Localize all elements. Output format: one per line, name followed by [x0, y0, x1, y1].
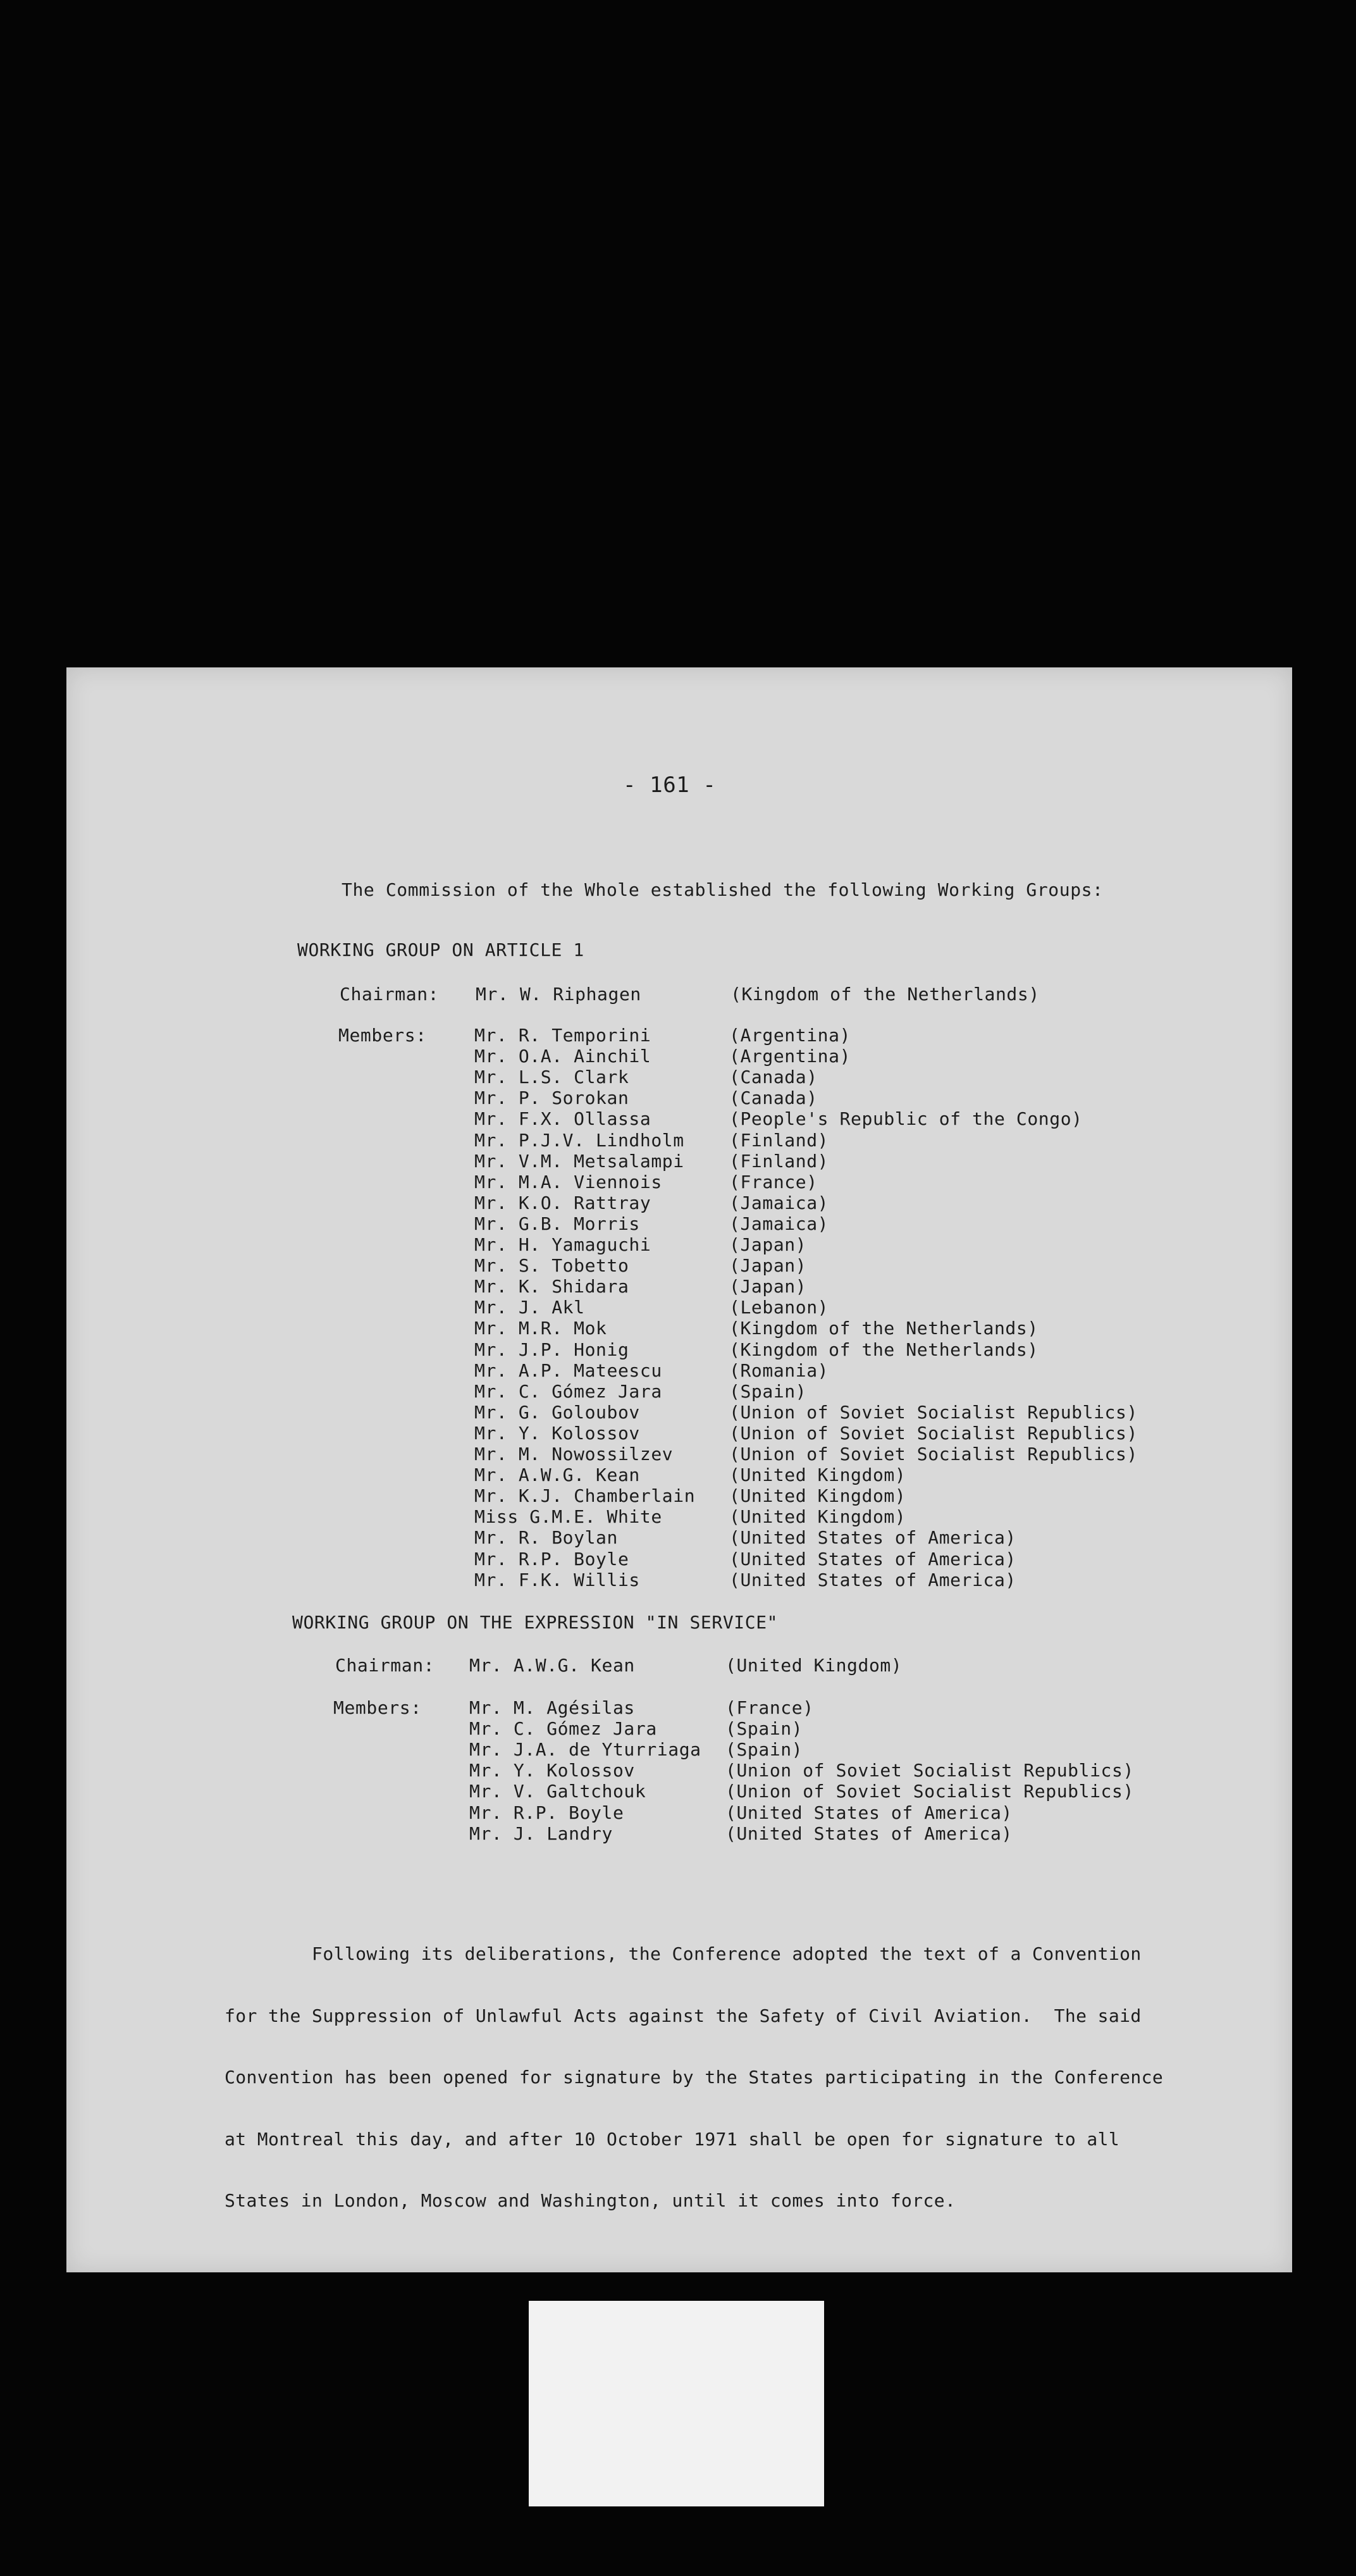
member-country: (United States of America): [729, 1548, 1016, 1570]
member-country: (Kingdom of the Netherlands): [729, 1339, 1039, 1360]
member-name: Mr. J. Akl: [474, 1297, 585, 1318]
member-name: Mr. C. Gómez Jara: [469, 1718, 657, 1740]
member-country: (Lebanon): [729, 1297, 829, 1318]
member-country: (Argentina): [729, 1025, 851, 1046]
member-name: Mr. R. Temporini: [474, 1025, 651, 1046]
member-country: (People's Republic of the Congo): [729, 1108, 1083, 1130]
member-country: (Japan): [729, 1276, 807, 1297]
closing-paragraph: [225, 1903, 1164, 2232]
member-country: (France): [725, 1697, 814, 1718]
member-name: Mr. J. Landry: [469, 1823, 613, 1844]
member-name: Mr. S. Tobetto: [474, 1255, 629, 1277]
member-name: Mr. A.W.G. Kean: [474, 1464, 640, 1486]
member-name: Mr. H. Yamaguchi: [474, 1234, 651, 1255]
member-name: Mr. Y. Kolossov: [474, 1422, 640, 1444]
member-country: (United Kingdom): [729, 1506, 906, 1528]
member-name: Mr. J.P. Honig: [474, 1339, 629, 1360]
closing-line: at Montreal this day, and after 10 October 1971 shall be open for signature to all: [225, 2128, 1120, 2150]
member-country: (Union of Soviet Socialist Republics): [725, 1781, 1134, 1802]
member-country: (Union of Soviet Socialist Republics): [729, 1401, 1138, 1423]
member-country: (Spain): [725, 1718, 803, 1740]
intro-text: The Commission of the Whole established the following Working Groups:: [342, 879, 1104, 900]
member-name: Mr. K. Shidara: [474, 1276, 629, 1297]
member-country: (Union of Soviet Socialist Republics): [725, 1760, 1134, 1781]
member-country: (Japan): [729, 1255, 807, 1277]
member-name: Mr. M.A. Viennois: [474, 1171, 662, 1192]
member-name: Mr. F.X. Ollassa: [474, 1108, 651, 1130]
group2-chairman-label: Chairman:: [335, 1655, 435, 1676]
member-country: (United States of America): [729, 1569, 1016, 1590]
member-country: (United States of America): [725, 1802, 1013, 1823]
member-country: (Canada): [729, 1087, 818, 1109]
member-name: Mr. K.O. Rattray: [474, 1192, 651, 1213]
member-name: Mr. P. Sorokan: [474, 1087, 629, 1109]
member-name: Miss G.M.E. White: [474, 1506, 662, 1528]
member-country: (United States of America): [725, 1823, 1013, 1844]
member-name: Mr. M. Agésilas: [469, 1697, 635, 1718]
member-country: (Canada): [729, 1067, 818, 1088]
member-name: Mr. V.M. Metsalampi: [474, 1150, 684, 1172]
page-number: - 161 -: [623, 772, 717, 798]
member-name: Mr. G. Goloubov: [474, 1401, 640, 1423]
blank-card: [529, 2301, 824, 2506]
group1-chairman-label: Chairman:: [340, 984, 440, 1005]
member-name: Mr. F.K. Willis: [474, 1569, 640, 1590]
group2-chairman-country: (United Kingdom): [725, 1655, 903, 1676]
group1-members-label: Members:: [338, 1025, 427, 1046]
group2-chairman-name: Mr. A.W.G. Kean: [469, 1655, 635, 1676]
member-name: Mr. M.R. Mok: [474, 1318, 607, 1339]
group1-chairman-name: Mr. W. Riphagen: [476, 984, 641, 1005]
member-name: Mr. V. Galtchouk: [469, 1781, 646, 1802]
member-name: Mr. G.B. Morris: [474, 1213, 640, 1234]
closing-line: for the Suppression of Unlawful Acts against the Safety of Civil Aviation. The said: [225, 2005, 1142, 2026]
member-name: Mr. L.S. Clark: [474, 1067, 629, 1088]
member-country: (Romania): [729, 1359, 829, 1381]
member-name: Mr. R. Boylan: [474, 1527, 618, 1549]
closing-line: Convention has been opened for signature by the States participating in the Conference: [225, 2067, 1164, 2088]
member-country: (Spain): [725, 1739, 803, 1761]
group2-heading: WORKING GROUP ON THE EXPRESSION "IN SERVICE": [292, 1612, 779, 1633]
member-name: Mr. O.A. Ainchil: [474, 1046, 651, 1067]
member-name: Mr. K.J. Chamberlain: [474, 1485, 696, 1507]
member-name: Mr. M. Nowossilzev: [474, 1444, 674, 1464]
member-name: Mr. C. Gómez Jara: [474, 1380, 662, 1402]
closing-line: Following its deliberations, the Conference adopted the text of a Convention: [225, 1943, 1142, 1964]
closing-line: States in London, Moscow and Washington, until it comes into force.: [225, 2190, 956, 2211]
member-country: (United Kingdom): [729, 1485, 906, 1507]
member-country: (France): [729, 1171, 818, 1192]
member-country: (Japan): [729, 1234, 807, 1255]
group2-members-label: Members:: [333, 1697, 422, 1718]
member-country: (Jamaica): [729, 1192, 829, 1213]
member-country: (Finland): [729, 1150, 829, 1172]
member-country: (Jamaica): [729, 1213, 829, 1234]
member-country: (Kingdom of the Netherlands): [729, 1318, 1039, 1339]
group1-heading: WORKING GROUP ON ARTICLE 1: [297, 939, 584, 960]
member-country: (United States of America): [729, 1527, 1016, 1549]
member-country: (Finland): [729, 1129, 829, 1151]
member-country: (Argentina): [729, 1046, 851, 1067]
member-name: Mr. R.P. Boyle: [469, 1802, 624, 1823]
group1-chairman-country: (Kingdom of the Netherlands): [730, 984, 1040, 1005]
member-name: Mr. J.A. de Yturriaga: [469, 1739, 701, 1761]
member-country: (Spain): [729, 1380, 807, 1402]
member-name: Mr. A.P. Mateescu: [474, 1359, 662, 1381]
member-country: (Union of Soviet Socialist Republics): [729, 1444, 1138, 1464]
member-country: (Union of Soviet Socialist Republics): [729, 1422, 1138, 1444]
member-name: Mr. Y. Kolossov: [469, 1760, 635, 1781]
member-name: Mr. P.J.V. Lindholm: [474, 1129, 684, 1151]
member-name: Mr. R.P. Boyle: [474, 1548, 629, 1570]
member-country: (United Kingdom): [729, 1464, 906, 1486]
